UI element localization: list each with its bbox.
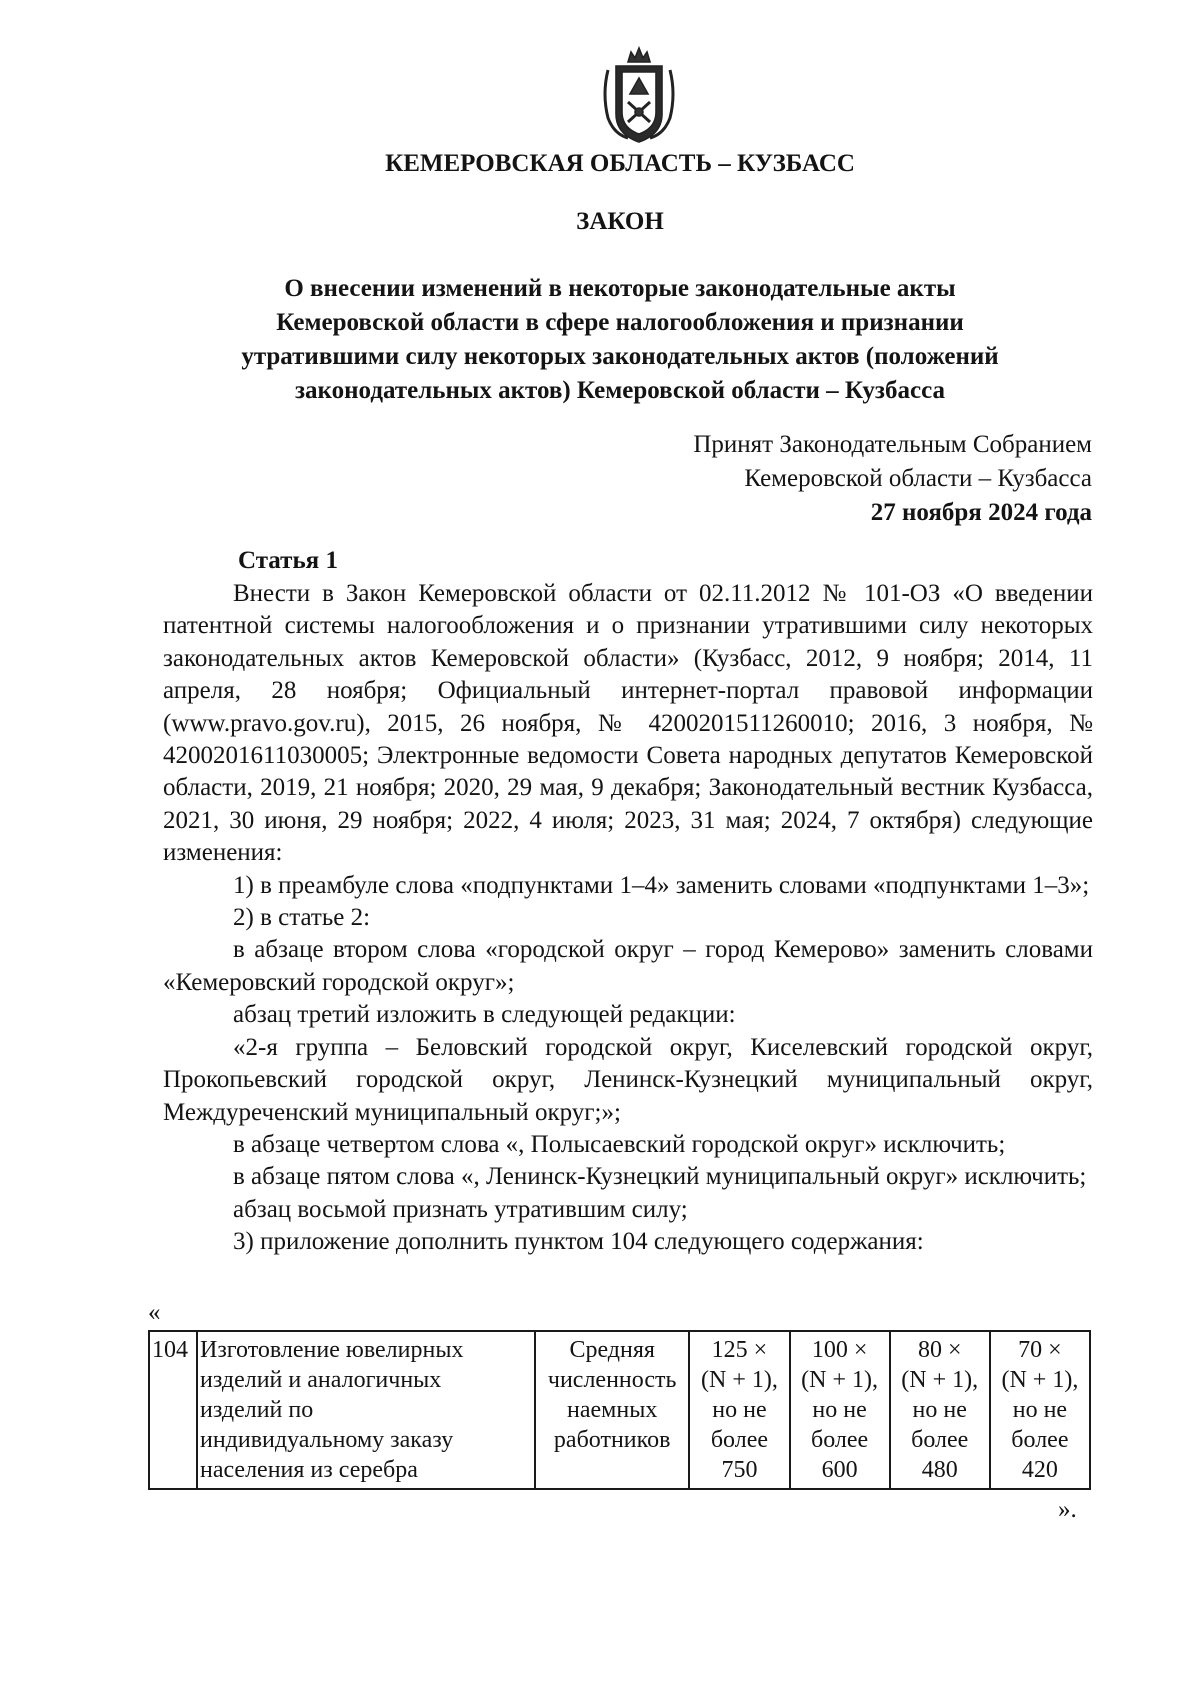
article-paragraph: «2-я группа – Беловский городской округ, Киселевский городской округ, Прокопьевский городской округ, Ленинск-Кузнецкий муниципальный округ, Междуреченский муниципальный округ;»; <box>163 1033 1093 1126</box>
indicator-line: численность <box>547 1367 677 1393</box>
activity-name-line: Изготовление ювелирных <box>199 1337 464 1363</box>
rate-line: но не <box>1012 1397 1068 1423</box>
rate-line: 480 <box>921 1457 958 1483</box>
article-title: Статья 1 <box>238 547 338 574</box>
article-paragraph: абзац восьмой признать утратившим силу; <box>233 1195 688 1223</box>
rate-line: но не <box>712 1397 767 1423</box>
article-paragraph: 1) в преамбуле слова «подпунктами 1–4» заменить словами «подпунктами 1–3»; <box>233 871 1090 899</box>
adoption-date: 27 ноября 2024 года <box>870 499 1092 526</box>
activity-name <box>197 1331 535 1489</box>
article-paragraph: 2) в статье 2: <box>233 904 371 932</box>
rate-line: (N + 1), <box>701 1367 778 1393</box>
article-paragraph: абзац третий изложить в следующей редакции: <box>233 1001 736 1029</box>
indicator-line: наемных <box>567 1397 658 1423</box>
rate-group-2 <box>790 1331 890 1489</box>
document-type: ЗАКОН <box>576 208 664 235</box>
rate-line: (N + 1), <box>1001 1367 1079 1393</box>
article-body <box>163 578 1093 1259</box>
rate-line: более <box>911 1427 969 1453</box>
rate-line: более <box>710 1427 769 1453</box>
activity-name-line: индивидуальному заказу <box>199 1427 454 1453</box>
article-paragraph: в абзаце четвертом слова «, Полысаевский городской округ» исключить; <box>233 1130 1006 1158</box>
table-row <box>149 1331 1090 1489</box>
patent-rate-table <box>148 1330 1091 1490</box>
rate-line: более <box>1011 1427 1069 1453</box>
activity-name-line: изделий и аналогичных <box>199 1367 442 1393</box>
law-title-line: законодательных актов) Кемеровской области – Кузбасса <box>295 377 945 404</box>
rate-line: 750 <box>721 1457 758 1483</box>
table-close-quote: ». <box>1058 1496 1077 1523</box>
table-open-quote: « <box>148 1299 161 1326</box>
physical-indicator <box>535 1331 689 1489</box>
indicator-line: Средняя <box>569 1337 655 1363</box>
rate-line: 420 <box>1021 1457 1058 1483</box>
activity-name-line: населения из серебра <box>199 1457 418 1483</box>
rate-line: 100 × <box>811 1337 868 1363</box>
law-title-line: Кемеровской области в сфере налогообложения и признании <box>276 309 964 336</box>
rate-line: но не <box>812 1397 867 1423</box>
rate-group-4 <box>990 1331 1090 1489</box>
rate-group-3 <box>890 1331 990 1489</box>
rate-line: но не <box>912 1397 967 1423</box>
rate-line: 80 × <box>917 1337 962 1363</box>
rate-line: (N + 1), <box>901 1367 979 1393</box>
rate-line: 70 × <box>1018 1337 1062 1363</box>
rate-line: 125 × <box>711 1337 768 1363</box>
region-heading: КЕМЕРОВСКАЯ ОБЛАСТЬ – КУЗБАСС <box>385 150 855 177</box>
kuzbass-coat-of-arms-icon <box>598 44 680 146</box>
adoption-line: Кемеровской области – Кузбасса <box>744 465 1092 492</box>
article-paragraph: Внести в Закон Кемеровской области от 02.11.2012 № 101-ОЗ «О введении патентной системы налогообложения и о признании утратившими силу некоторых законодательных актов Кемеровской области» (Кузбасс, 2012, 9 ноября; 2014, 11 апреля, 28 ноября; Официальный интернет-портал правовой информации (www.pravo.gov.ru), 2015, 26 ноября, № 4200201511260010; 2016, 3 ноября, № 4200201611030005; Электронные ведомости Совета народных депутатов Кемеровской области, 2019, 21 ноября; 2020, 29 мая, 9 декабря; Законодательный вестник Кузбасса, 2021, 30 июня, 29 ноября; 2022, 4 июля; 2023, 31 мая; 2024, 7 октября) следующие изменения: <box>163 580 1093 867</box>
rate-line: (N + 1), <box>801 1367 879 1393</box>
rate-line: 600 <box>821 1457 858 1483</box>
law-title-line: утратившими силу некоторых законодательных актов (положений <box>241 343 999 370</box>
activity-name-line: изделий по <box>199 1397 314 1423</box>
article-paragraph: 3) приложение дополнить пунктом 104 следующего содержания: <box>233 1228 924 1256</box>
law-title-line: О внесении изменений в некоторые законодательные акты <box>284 275 956 302</box>
article-paragraph: в абзаце втором слова «городской округ – город Кемерово» заменить словами «Кемеровский городской округ»; <box>163 936 1093 996</box>
rate-line: более <box>810 1427 869 1453</box>
item-number: 104 <box>149 1331 197 1489</box>
indicator-line: работников <box>553 1427 671 1453</box>
rate-group-1 <box>689 1331 789 1489</box>
law-title <box>0 272 1200 408</box>
article-paragraph: в абзаце пятом слова «, Ленинск-Кузнецкий муниципальный округ» исключить; <box>233 1163 1087 1191</box>
adoption-block <box>693 428 1092 530</box>
adoption-line: Принят Законодательным Собранием <box>693 431 1092 458</box>
